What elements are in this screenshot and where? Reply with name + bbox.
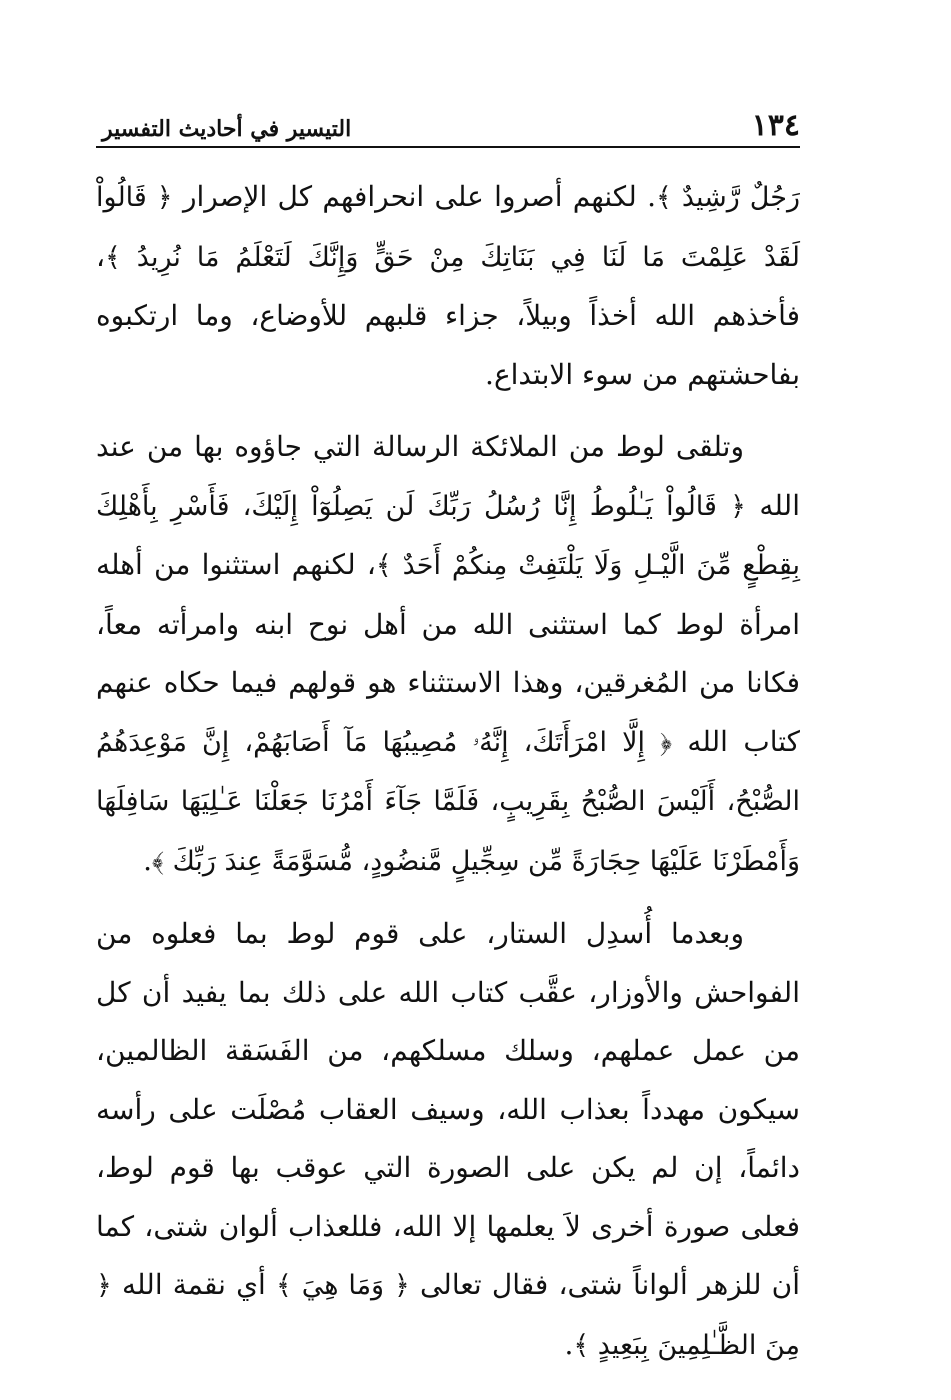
- body-text: [96, 168, 800, 1389]
- paragraph-text: . لكنهم أصروا على انحرافهم كل الإصرار: [172, 180, 656, 213]
- running-title: التيسير في أحاديث التفسير: [102, 116, 352, 142]
- paragraph-text: ، فأخذهم الله أخذاً وبيلاً، جزاء قلبهم للأوضاع، وما ارتكبوه بفاحشتهم من سوء الابتداع.: [96, 239, 800, 391]
- quran-verse: ﴿ وَمَا هِيَ ﴾: [276, 1270, 410, 1301]
- paragraph-1: [96, 168, 800, 404]
- quran-verse: ﴿ إِلَّا امْرَأَتَكَ، إِنَّهُۥ مُصِيبُهَا مَآ أَصَابَهُمْ، إِنَّ مَوْعِدَهُمُ الصُّبْحُ، أَلَيْسَ الصُّبْحُ بِقَرِيبٍ، فَلَمَّا جَآءَ أَمْرُنَا جَعَلْنَا عَـٰلِيَهَا سَافِلَهَا وَأَمْطَرْنَا عَلَيْهَا حِجَارَةً مِّن سِجِّيلٍ مَّنضُودٍ، مُّسَوَّمَةً عِندَ رَبِّكَ ﴾: [96, 726, 800, 877]
- quran-verse: ﴿ مِنَ الظَّـٰلِمِينَ بِبَعِيدٍ ﴾: [96, 1270, 800, 1361]
- quran-verse: رَجُلٌ رَّشِيدٌ ﴾: [656, 182, 800, 213]
- quran-verse: ﴿ قَالُواْ لَقَدْ عَلِمْتَ مَا لَنَا فِي بَنَاتِكَ مِنْ حَقٍّ وَإِنَّكَ لَتَعْلَمُ مَا نُرِيدُ ﴾: [96, 182, 800, 273]
- page-header: [100, 104, 800, 150]
- quran-verse: ﴿ قَالُواْ يَـٰلُوطُ إِنَّا رُسُلُ رَبِّكَ لَن يَصِلُوٓاْ إِلَيْكَ، فَأَسْرِ بِأَهْلِكَ بِقِطْعٍ مِّنَ الَّيْـلِ وَلَا يَلْتَفِتْ مِنكُمْ أَحَدٌ ﴾: [96, 490, 801, 581]
- paragraph-2: [96, 418, 800, 891]
- paragraph-3: [96, 905, 800, 1375]
- header-divider: [96, 146, 800, 148]
- paragraph-text: .: [564, 1327, 574, 1361]
- paragraph-text: وبعدما أُسدِل الستار، على قوم لوط بما فعلوه من الفواحش والأوزار، عقَّب كتاب الله على ذلك بما يفيد أن كل من عمل عملهم، وسلك مسلكهم، من الفَسَقة الظالمين، سيكون مهدداً بعذاب الله، وسيف العقاب مُصْلَت على رأسه دائماً، إن لم يكن على الصورة التي عوقب بها قوم لوط، فعلى صورة أخرى لاَ يعلمها إلا الله، فللعذاب ألوان شتى، كما أن للزهر ألواناً شتى، فقال تعالى: [96, 917, 801, 1301]
- paragraph-text: ، لكنهم استثنوا من أهله امرأة لوط كما استثنى الله من أهل نوح ابنه وامرأته معاً، فكانا من المُغرقين، وهذا الاستثناء هو قولهم فيما حكاه عنهم كتاب الله: [96, 548, 800, 758]
- paragraph-text: .: [143, 843, 153, 877]
- page-number: ١٣٤: [751, 108, 800, 143]
- paragraph-text: وتلقى لوط من الملائكة الرسالة التي جاؤوه بها من عند الله: [96, 430, 800, 522]
- paragraph-text: أي نقمة الله: [111, 1268, 277, 1301]
